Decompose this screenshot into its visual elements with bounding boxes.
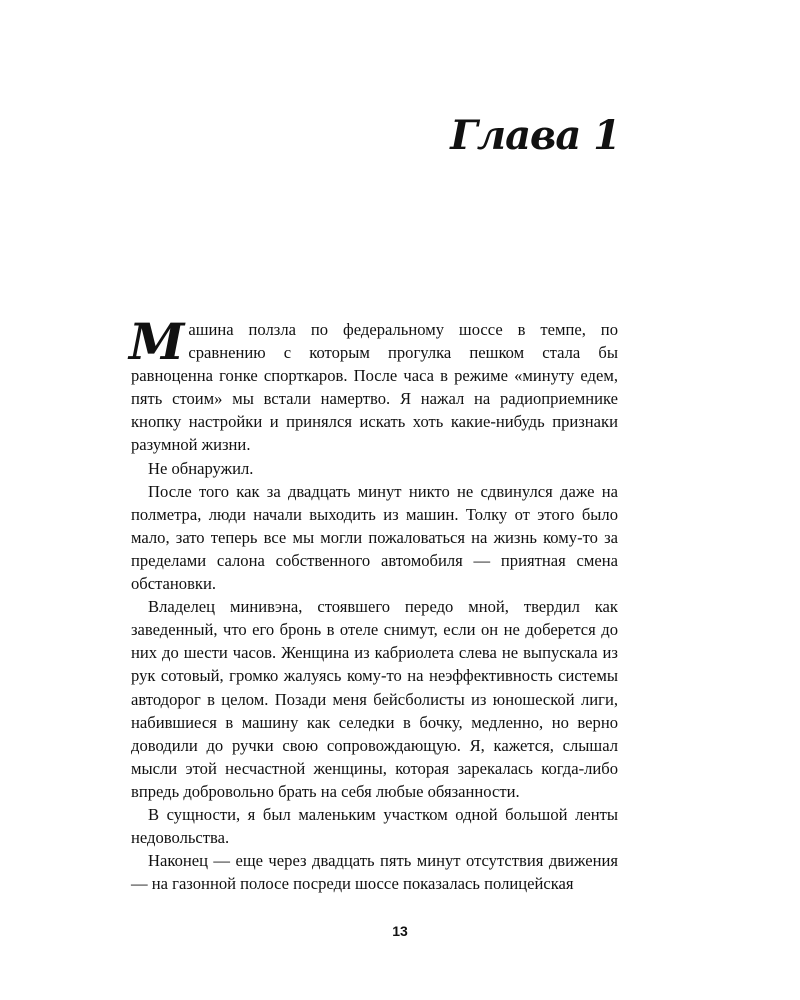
paragraph: Наконец — еще через двадцать пять минут отсутствия движения — на газонной полосе посреди шоссе показалась полицейская <box>131 851 618 894</box>
paragraph: В сущности, я был маленьким участком одной большой ленты недовольства. <box>131 804 618 848</box>
first-paragraph <box>129 312 618 457</box>
drop-cap: М <box>129 312 185 371</box>
first-paragraph-text: ашина ползла по федеральному шоссе в темпе, по сравнению с которым прогулка пешком стала бы равноценна гонке спорткаров. После часа в режиме «минуту едем, пять стоим» мы встали намертво. Я нажал на радиоприемнике кнопку настройки и принялся искать хоть какие-нибудь признаки разумной жизни. <box>131 320 618 455</box>
paragraph: После того как за двадцать минут никто не сдвинулся даже на полметра, люди начали выходить из машин. Толку от этого было мало, зато теперь все мы могли пожаловаться на жизнь кому-то за пределами салона собственного автомобиля — приятная смена обстановки. <box>131 481 618 594</box>
chapter-body <box>129 312 618 895</box>
chapter-title: Глава 1 <box>450 112 620 159</box>
paragraph: Владелец минивэна, стоявшего передо мной, твердил как заведенный, что его бронь в отеле снимут, если он не доберется до них до шести часов. Женщина из кабриолета слева не выпускала из рук сотовый, громко жалуясь кому-то на неэффективность системы автодорог в целом. Позади меня бейсболисты из юношеской лиги, набившиеся в машину как селедки в бочку, медленно, но верно доводили до ручки свою сопровождающую. Я, кажется, слышал мысли этой несчастной женщины, которая зарекалась когда-либо впредь добровольно брать на себя любые обязанности. <box>131 597 618 801</box>
page-number: 13 <box>392 923 408 939</box>
paragraph: Не обнаружил. <box>148 458 254 478</box>
